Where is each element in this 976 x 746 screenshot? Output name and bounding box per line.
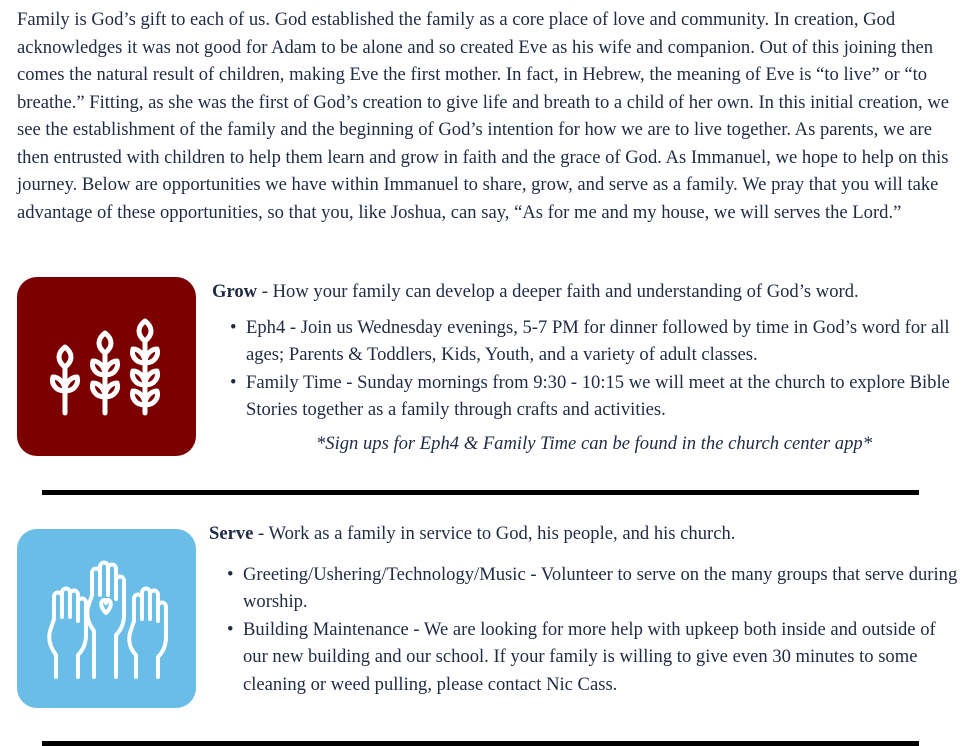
grow-icon-tile <box>17 277 196 456</box>
item-name: Family Time <box>246 371 342 393</box>
grow-title: Grow <box>212 281 258 302</box>
grow-list <box>212 314 962 424</box>
grow-section <box>212 278 962 457</box>
list-item <box>209 561 964 616</box>
item-text: - Join us Wednesday evenings, 5-7 PM for dinner followed by time in God’s word for all ages; Parents & Toddlers, Kids, Youth, and a variety of adult classes. <box>246 316 950 365</box>
section-divider <box>42 490 919 495</box>
serve-heading <box>209 520 964 548</box>
signup-note: *Sign ups for Eph4 & Family Time can be found in the church center app* <box>315 432 872 454</box>
intro-paragraph: Family is God’s gift to each of us. God established the family as a core place of love and community. In creation, God acknowledges it was not good for Adam to be alone and so created Eve as his wife and companion. Out of this joining then comes the natural result of children, making Eve the first mother. In fact, in Hebrew, the meaning of Eve is “to live” or “to breathe.” Fitting, as she was the first of God’s creation to give life and breath to a child of her own. In this initial creation, we see the establishment of the family and the beginning of God’s intention for how we are to live together. As parents, we are then entrusted with children to help them learn and grow in faith and the grace of God. As Immanuel, we hope to help on this journey. Below are opportunities we have within Immanuel to share, grow, and serve as a family. We pray that you will take advantage of these opportunities, so that you, like Joshua, can say, “As for me and my house, we will serves the Lord.” <box>17 9 950 223</box>
list-item <box>212 314 962 369</box>
item-text: - Volunteer to serve on the many groups that serve during worship. <box>243 563 958 612</box>
section-divider <box>42 741 919 746</box>
serve-description: - Work as a family in service to God, his people, and his church. <box>253 523 736 544</box>
raised-hands-icon <box>42 559 172 679</box>
serve-title: Serve <box>209 523 254 544</box>
item-name: Building Maintenance <box>243 618 409 640</box>
list-item <box>212 369 962 424</box>
grow-description: - How your family can develop a deeper faith and understanding of God’s word. <box>257 281 859 302</box>
item-name: Greeting/Ushering/Technology/Music <box>243 563 526 585</box>
serve-list <box>209 561 964 699</box>
item-text: - We are looking for more help with upkeep both inside and outside of our new building and our school. If your family is willing to give even 30 minutes to some cleaning or weed pulling, please contact Nic Cass. <box>243 618 936 695</box>
item-name: Eph4 <box>246 316 286 338</box>
wheat-stalks-icon <box>47 317 167 417</box>
serve-section <box>209 520 964 698</box>
list-item <box>209 616 964 699</box>
serve-icon-tile <box>17 529 196 708</box>
grow-heading <box>212 278 962 306</box>
item-text: - Sunday mornings from 9:30 - 10:15 we will meet at the church to explore Bible Stories together as a family through crafts and activities. <box>246 371 950 420</box>
